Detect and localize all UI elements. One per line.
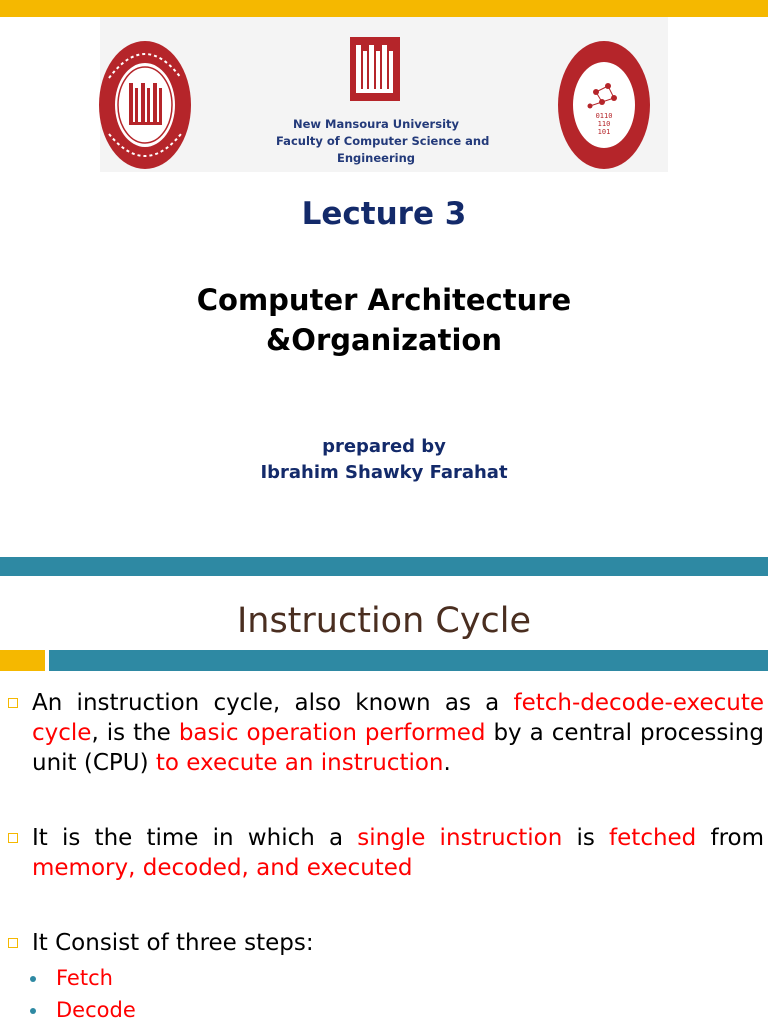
- slide-separator: [0, 557, 768, 576]
- step-item: Fetch: [56, 964, 113, 992]
- step-item: Decode: [56, 996, 136, 1024]
- top-accent-bar: [0, 0, 768, 17]
- course-title: Computer Architecture &Organization: [196, 283, 572, 357]
- square-bullet-icon: [8, 833, 18, 843]
- slide-title: Instruction Cycle: [236, 601, 532, 641]
- title-accent-teal: [49, 650, 768, 671]
- prepared-by-label: prepared by: [322, 436, 446, 457]
- university-logo: [350, 37, 400, 101]
- square-bullet-icon: [8, 938, 18, 948]
- title-accent-orange: [0, 650, 45, 671]
- faculty-seal-logo: [556, 38, 652, 172]
- dot-bullet-icon: [30, 976, 36, 982]
- seal-digits: 0110: [595, 112, 613, 120]
- content-slide: [0, 576, 768, 1024]
- bullet-time: It is the time in which a single instruction is fetched from memory, decoded, and executed: [32, 823, 764, 883]
- seal-digits: 110: [597, 120, 611, 128]
- dot-bullet-icon: [30, 1008, 36, 1014]
- lecture-number: Lecture 3: [301, 196, 467, 232]
- author-block: [0, 434, 768, 486]
- university-seal-logo: [97, 38, 193, 172]
- bullet-three-steps: It Consist of three steps:: [32, 928, 764, 958]
- bullet-instruction-cycle: An instruction cycle, also known as a fetch-decode-execute cycle, is the basic operation performed by a central processing unit (CPU) to execute an instruction.: [32, 688, 764, 778]
- square-bullet-icon: [8, 698, 18, 708]
- university-name: New Mansoura University Faculty of Computer Science and Engineering: [276, 117, 490, 165]
- seal-digits: 101: [597, 128, 611, 136]
- author-name: Ibrahim Shawky Farahat: [260, 462, 508, 483]
